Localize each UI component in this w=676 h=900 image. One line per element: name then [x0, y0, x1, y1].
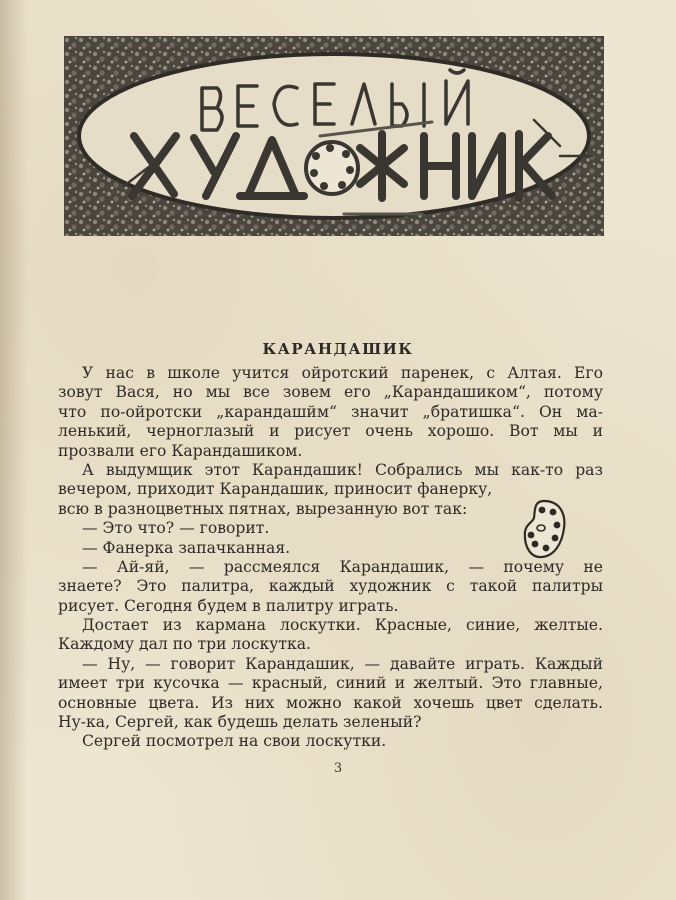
body-line: основные цвета. Из них можно какой хочешь цвет сделать. [58, 693, 603, 712]
body-line: рисует. Сегодня будем в палитру играть. [58, 596, 399, 615]
body-line: Достает из кармана лоскутки. Красные, синие, желтые. [82, 616, 603, 635]
body-line: А выдумщик этот Карандашик! Собрались мы как-то раз [82, 460, 603, 479]
palette-icon [520, 498, 568, 560]
page-number: 3 [333, 761, 343, 776]
body-line: вечером, приходит Карандашик, приносит фанерку, [58, 480, 493, 499]
body-line: — Фанерка запачканная. [82, 538, 291, 557]
body-line: Сергей посмотрел на свои лоскутки. [82, 732, 387, 751]
body-line: имеет три кусочка — красный, синий и желтый. Это главные, [58, 674, 603, 693]
body-line: что по-ойротски „карандашйм“ значит „братишка“. Он ма- [58, 402, 603, 421]
body-line: — Это что? — говорит. [82, 519, 270, 538]
body-line: Ну-ка, Сергей, как будешь делать зеленый? [58, 713, 422, 732]
body-line: — Ну, — говорит Карандашик, — давайте играть. Каждый [82, 654, 603, 673]
body-line: прозвали его Карандашиком. [58, 441, 303, 460]
banner-palette-o-icon [306, 142, 358, 194]
title-banner [64, 36, 604, 236]
body-line: ленький, черноглазый и рисует очень хорошо. Вот мы и [58, 422, 603, 441]
body-line: всю в разноцветных пятнах, вырезанную вот так: [58, 499, 468, 518]
banner-illustration [64, 36, 604, 236]
body-line: У нас в школе учится ойротский паренек, с Алтая. Его [82, 364, 603, 382]
body-line: зовут Вася, но мы все зовем его „Карандашиком“, потому [58, 383, 603, 402]
story-heading: КАРАНДАШИК [262, 340, 414, 358]
body-line: знаете? Это палитра, каждый художник с такой палитры [58, 577, 603, 596]
body-line: — Ай-яй, — рассмеялся Карандашик, — почему не [82, 557, 603, 576]
body-line: Каждому дал по три лоскутка. [58, 635, 311, 654]
